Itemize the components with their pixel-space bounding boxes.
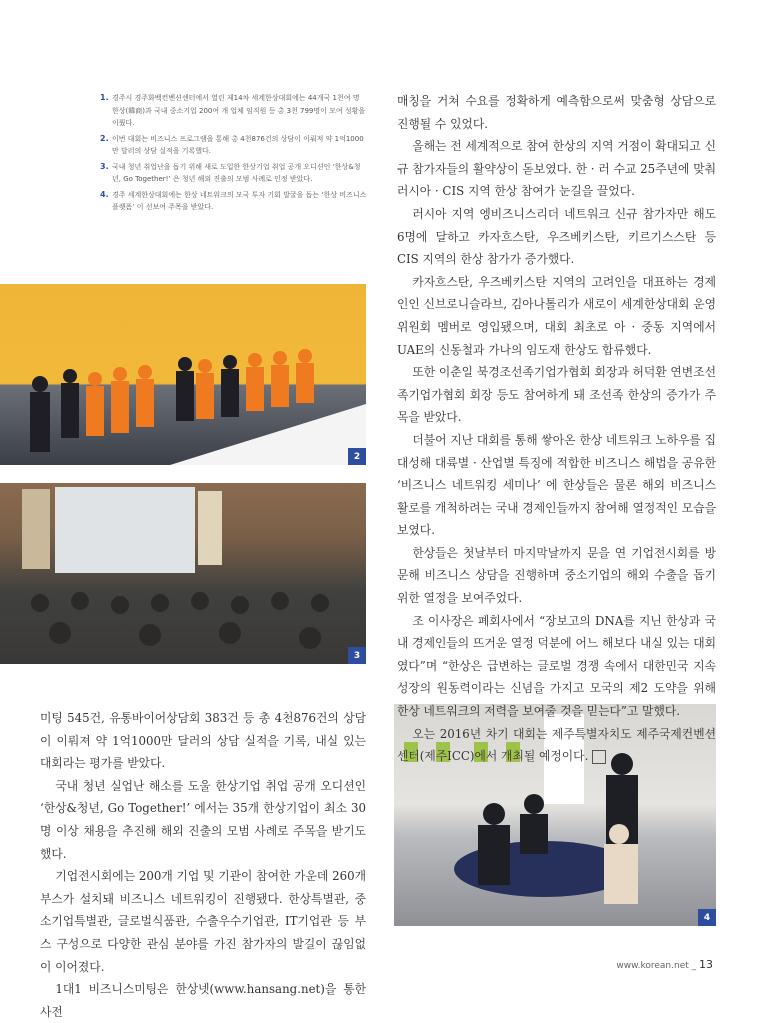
caption-item: 3. 국내 청년 취업난을 돕기 위해 새로 도입한 한상기업 취업 공개 오디션인 ‘한상&청년, Go Together!’ 은 청년 해외 진출의 모범 사례로 인정 받았다. <box>100 161 361 183</box>
paragraph: 한상들은 첫날부터 마지막날까지 문을 연 기업전시회를 방문해 비즈니스 상담을 진행하며 중소기업의 해외 수출을 돕기 위한 열정을 보여주었다. <box>397 545 716 606</box>
paragraph-final: 오는 2016년 차기 대회는 제주특별자치도 제주국제컨벤션센터(제주ICC)에서 개최될 예정이다. <box>397 726 716 764</box>
paragraph: 올해는 전 세계적으로 참여 한상의 지역 거점이 확대되고 신규 참가자들의 활약상이 돋보였다. 한 · 러 수교 25주년에 맞춰 러시아 · CIS 지역 한상 참여가 눈길을 끌었다. <box>397 139 716 199</box>
photo-illustration <box>0 483 366 664</box>
photo-number-badge: 3 <box>348 647 366 664</box>
paragraph: 미팅 545건, 유통바이어상담회 383건 등 총 4천876건의 상담이 이뤄져 약 1억1000만 달러의 상담 실적을 기록, 내실 있는 대회라는 평가를 받았다. <box>40 711 366 771</box>
paragraph: 카자흐스탄, 우즈베키스탄 지역의 고려인을 대표하는 경제인인 신브로니슬라브, 김아나톨리가 새로이 세계한상대회 운영위원회 멤버로 영입됐으며, 대회 최초로 아 · 중동 지역에서 UAE의 신동철과 가나의 임도재 한상도 합류했다. <box>397 274 716 357</box>
paragraph: 1대1 비즈니스미팅은 한상넷(www.hansang.net)을 통한 사전 <box>40 982 366 1019</box>
caption-item: 2. 이번 대회는 비즈니스 프로그램을 통해 총 4천876건의 상담이 이뤄져 약 1억1000만 달러의 상담 실적을 기록했다. <box>100 133 364 155</box>
photo-number-badge: 2 <box>348 448 366 465</box>
paragraph: 러시아 지역 엥비즈니스리더 네트워크 신규 참가자만 해도 6명에 달하고 카자흐스탄, 우즈베키스탄, 키르기스스탄 등 CIS 지역의 한상 참가가 증가했다. <box>397 206 716 267</box>
page-number: 13 <box>699 958 713 971</box>
paragraph: 국내 청년 실업난 해소를 도울 한상기업 취업 공개 오디션인 ‘한상&청년, Go Together!’ 에서는 35개 한상기업이 최소 30명 이상 채용을 추진해 해외 진출의 모범 사례로 주목을 받기도 했다. <box>40 778 366 861</box>
footer-site: www.korean.net _ <box>616 961 697 971</box>
page-footer <box>616 958 713 971</box>
paragraph: 더불어 지난 대회를 통해 쌓아온 한상 네트워크 노하우를 집대성해 대륙별 · 산업별 특징에 적합한 비즈니스 해법을 공유한 ‘비즈니스 네트워킹 세미나’ 에 한상들은 물론 해외 비즈니스 활로를 개척하려는 국내 경제인들까지 참여해 열정적인 모습을 보였다. <box>397 432 716 538</box>
photo-seminar-hall <box>0 483 366 664</box>
caption-item: 1. 경주시 경주화백컨벤션센터에서 열린 제14차 세계한상대회에는 44개국 1천여 명 한상(韓商)과 국내 중소기업 200여 개 업체 임직원 등 총 3천 799명이 모여 성황을 이뤘다. <box>100 93 366 127</box>
photo-captions <box>100 92 368 217</box>
end-mark-icon <box>592 750 606 764</box>
paragraph: 조 이사장은 폐회사에서 “장보고의 DNA를 지닌 한상과 국내 경제인들의 뜨거운 열정 덕분에 어느 해보다 내실 있는 대회였다”며 “한상은 급변하는 글로벌 경쟁 속에서 대한민국 지속성장의 원동력이라는 신념을 가지고 모국의 제2 도약을 위해 한상 네트워크의 저력을 보여줄 것을 믿는다”고 말했다. <box>397 613 716 719</box>
paragraph: 또한 이춘일 북경조선족기업가협회 회장과 허덕환 연변조선족기업가협회 회장 등도 참여하게 돼 조선족 한상의 증가가 주목을 받았다. <box>397 365 716 425</box>
article-left-column <box>40 707 366 1023</box>
caption-item: 4. 경주 세계한상대회에는 한상 네트워크의 모국 투자 기회 발굴을 돕는 ‘한상 비즈니스 플랫폼’ 이 선보여 주목을 받았다. <box>100 189 367 211</box>
paragraph: 기업전시회에는 200개 기업 및 기관이 참여한 가운데 260개 부스가 설치돼 비즈니스 네트워킹이 진행됐다. 한상특별관, 중소기업특별관, 글로벌식품관, 수출우수기업관, IT기업관 등 부스 구성으로 다양한 관심 분야를 가진 참가자의 발길이 끊임없이 이어졌다. <box>40 869 366 974</box>
photo-illustration <box>0 284 366 465</box>
photo-number-badge: 4 <box>698 909 716 926</box>
photo-group-celebration <box>0 284 366 465</box>
article-right-column <box>397 90 716 768</box>
paragraph: 매칭을 거쳐 수요를 정확하게 예측함으로써 맞춤형 상담으로 진행될 수 있었다. <box>397 94 716 131</box>
